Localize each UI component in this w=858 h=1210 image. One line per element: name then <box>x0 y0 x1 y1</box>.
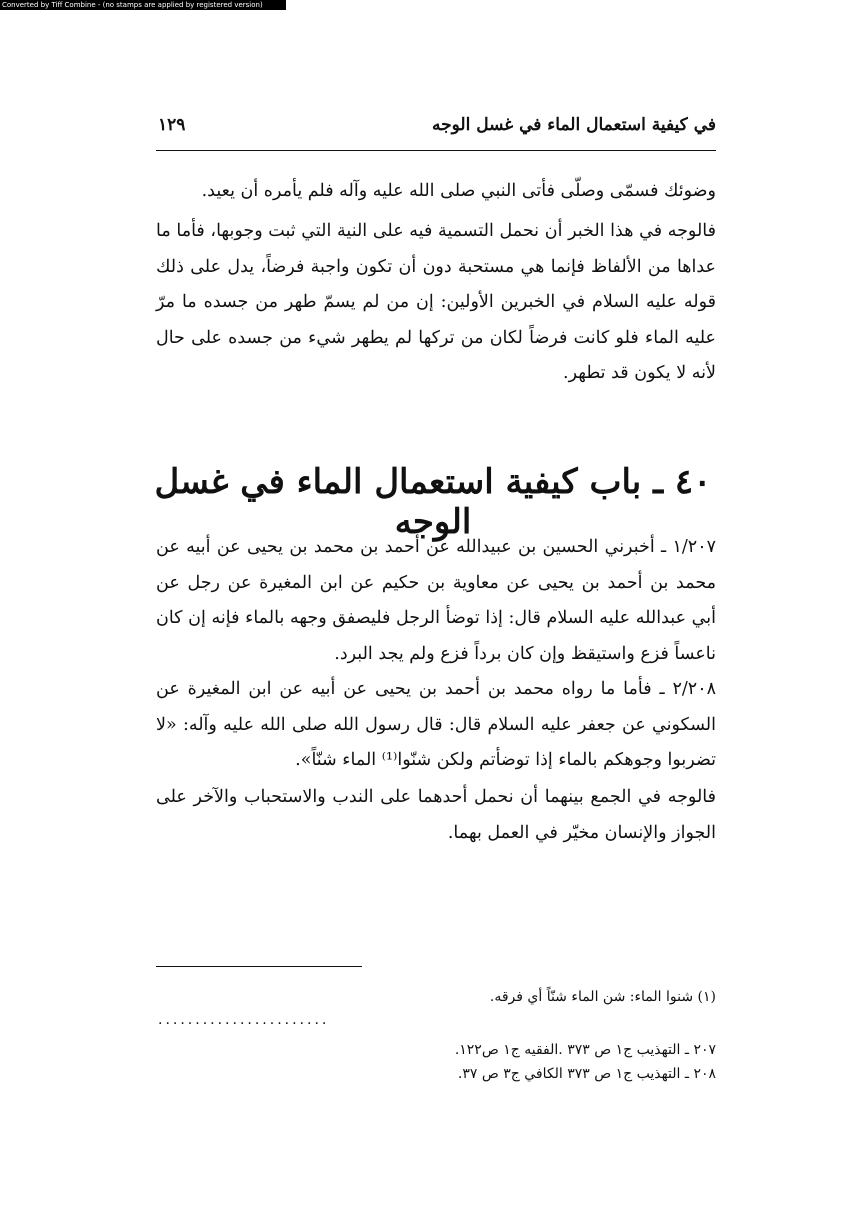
footnote-rule <box>156 966 362 967</box>
converter-banner: Converted by Tiff Combine - (no stamps are applied by registered version) <box>0 0 286 10</box>
paragraph-continuation <box>156 174 716 210</box>
source-reference: ٢٠٨ ـ التهذيب ج١ ص ٣٧٣ الكافي ج٣ ص ٣٧. <box>457 1066 716 1082</box>
reconciliation-paragraph <box>156 780 716 851</box>
page-number: ١٢٩ <box>158 115 186 135</box>
paragraph: وضوئك فسمّى وصلّى فأتى النبي صلى الله عليه وآله فلم يأمره أن يعيد. <box>201 181 716 201</box>
chapter-title: ٤٠ ـ باب كيفية استعمال الماء في غسل الوجه <box>154 462 712 542</box>
page-header <box>150 115 716 145</box>
paragraph: فالوجه في هذا الخبر أن نحمل التسمية فيه على النية التي ثبت وجوبها، فأما ما عداها من الألفاظ فإنما هي مستحبة دون أن تكون واجبة فرضاً، يدل على ذلك قوله عليه السلام في الخبرين الأولين: إن من لم يسمّ طهر من جسده ما مرّ عليه الماء فلو كانت فرضاً لكان من تركها لم يطهر شيء من جسده على حال لأنه لا يكون قد تطهر. <box>156 221 716 383</box>
footnote: (١) شنوا الماء: شن الماء شنّاً أي فرقه. <box>489 989 716 1005</box>
header-rule <box>156 150 716 151</box>
paragraph: فالوجه في الجمع بينهما أن نحمل أحدهما على الندب والاستحباب والآخر على الجواز والإنسان مخيّر في العمل بهما. <box>156 787 716 843</box>
dotted-separator: ....................... <box>158 1012 330 1028</box>
paragraph-commentary <box>156 214 716 392</box>
book-page <box>150 0 716 1210</box>
paragraph: ١/٢٠٧ ـ أخبرني الحسين بن عبيدالله عن أحمد بن محمد بن يحيى عن أبيه عن محمد بن أحمد بن يحيى عن معاوية بن حكيم عن ابن المغيرة عن رجل عن أبي عبدالله عليه السلام قال: إذا توضأ الرجل فليصفق وجهه بالماء فإنه إن كان ناعساً فزع واستيقظ وإن كان برداً فزع ولم يجد البرد. <box>156 537 716 664</box>
source-reference: ٢٠٧ ـ التهذيب ج١ ص ٣٧٣ .الفقيه ج١ ص١٢٢. <box>454 1042 716 1058</box>
paragraph: ٢/٢٠٨ ـ فأما ما رواه محمد بن أحمد بن يحيى عن أبيه عن ابن المغيرة عن السكوني عن جعفر عليه السلام قال: قال رسول الله صلى الله عليه وآله: «لا تضربوا وجوهكم بالماء إذا توضأتم ولكن شنّوا⁽¹⁾ الماء شنّاً». <box>156 679 716 770</box>
hadith-208 <box>156 672 716 779</box>
running-title: في كيفية استعمال الماء في غسل الوجه <box>432 115 716 135</box>
hadith-207 <box>156 530 716 672</box>
